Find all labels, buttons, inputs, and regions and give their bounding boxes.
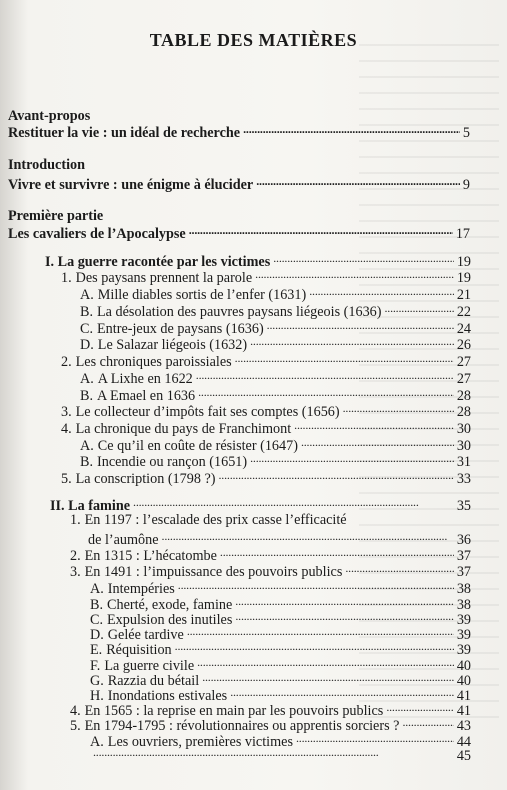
toc-page-number: 41: [456, 688, 471, 704]
toc-page-number: 24: [456, 321, 471, 337]
leader-dots: [230, 684, 454, 700]
toc-entry-number: A.: [80, 371, 94, 387]
toc-entry-label: Mille diables sortis de l’enfer (1631): [97, 287, 307, 303]
toc-page-number: 5: [462, 125, 470, 141]
leader-dots: [175, 638, 454, 654]
leader-dots: [196, 367, 454, 383]
leader-dots: [267, 317, 454, 333]
toc-entry-label: Ce qu’il en coûte de résister (1647): [97, 438, 298, 454]
toc-page-number: 40: [456, 673, 471, 689]
toc-entry: [50, 494, 471, 514]
toc-entry-label: Le collecteur d’impôts fait ses comptes (1656): [75, 404, 340, 420]
toc-entry-label: II. La famine: [50, 498, 131, 514]
toc-page-number: 36: [456, 532, 471, 548]
toc-entry-avant-propos: [8, 121, 470, 141]
leader-dots: [402, 714, 453, 730]
leader-dots: [198, 384, 454, 400]
toc-entry-label: Le Salazar liégeois (1632): [97, 337, 248, 353]
toc-entry-number: 1.: [61, 270, 72, 286]
toc-page-number: 17: [455, 226, 470, 242]
toc-page-number: 44: [456, 734, 471, 750]
toc-page-number: 43: [456, 718, 471, 734]
leader-dots: [250, 450, 454, 466]
toc-page-number: 19: [456, 254, 471, 270]
toc-entry-premiere-partie: [8, 222, 470, 242]
leader-dots: [343, 400, 454, 416]
leader-dots: [187, 623, 454, 639]
toc-entry-number: 5.: [70, 718, 81, 734]
leader-dots: [189, 222, 453, 238]
toc-entry-number: B.: [80, 304, 94, 320]
section-heading-introduction: Introduction: [8, 157, 85, 173]
toc-page-number: 39: [456, 612, 471, 628]
toc-entry-label: En 1491 : l’impuissance des pouvoirs publics: [84, 564, 343, 580]
toc-page-number: 39: [456, 642, 471, 658]
toc-entry-label: A Emael en 1636: [97, 388, 196, 404]
toc-entry: [61, 467, 471, 487]
section-heading-premiere-partie: Première partie: [8, 208, 104, 224]
toc-page-number: 27: [456, 354, 471, 370]
toc-entry-label: La désolation des pauvres paysans liégeois (1636): [97, 304, 382, 320]
leader-dots: [309, 283, 454, 299]
toc-entry-number: A.: [90, 581, 104, 597]
toc-entry-number: G.: [90, 673, 104, 689]
leader-dots: [93, 744, 454, 760]
toc-entry-label: Vivre et survivre : une énigme à élucider: [8, 177, 254, 193]
toc-entry-label: En 1197 : l’escalade des prix casse l’efficacité: [84, 512, 347, 528]
toc-page-number: 26: [456, 337, 471, 353]
toc-page-number: 28: [456, 388, 471, 404]
toc-page-number: 30: [456, 438, 471, 454]
toc-page-number: 19: [456, 270, 471, 286]
leader-dots: [202, 669, 454, 685]
leader-dots: [219, 467, 454, 483]
toc-page-number: 41: [456, 703, 471, 719]
leader-dots: [250, 333, 454, 349]
toc-entry-number: D.: [80, 337, 94, 353]
toc-page-number: 27: [456, 371, 471, 387]
leader-dots: [386, 699, 454, 715]
leader-dots: [243, 121, 460, 137]
toc-entry-number: A.: [80, 438, 94, 454]
toc-entry-label: Entre-jeux de paysans (1636): [97, 321, 264, 337]
toc-entry-label: Cherté, exode, famine: [107, 597, 233, 613]
toc-entry-label: Incendie ou rançon (1651): [97, 454, 248, 470]
toc-entry-number: 3.: [70, 564, 81, 580]
toc-page-number: 38: [456, 597, 471, 613]
toc-entry-label: A Lixhe en 1622: [97, 371, 193, 387]
toc-entry-label: Les chroniques paroissiales: [75, 354, 232, 370]
toc-page-number: 31: [456, 454, 471, 470]
leader-dots: [235, 593, 454, 609]
toc-entry-number: 2.: [70, 548, 81, 564]
toc-entry-label: Razzia du bétail: [107, 673, 200, 689]
leader-dots: [235, 350, 454, 366]
toc-entry-label: de l’aumône: [88, 532, 159, 548]
toc-page-number: 28: [456, 404, 471, 420]
toc-page-number: 37: [456, 548, 471, 564]
toc-page-number: 35: [456, 498, 471, 514]
toc-entry-label: Inondations estivales: [107, 688, 228, 704]
toc-entry-label: Les cavaliers de l’Apocalypse: [8, 226, 186, 242]
leader-dots: [301, 434, 454, 450]
leader-dots: [273, 250, 454, 266]
toc-page-number: 9: [462, 177, 470, 193]
leader-dots: [220, 544, 454, 560]
leader-dots: [197, 654, 454, 670]
toc-entry-label: En 1794-1795 : révolutionnaires ou apprentis sorciers ?: [84, 718, 400, 734]
section-heading-avant-propos: Avant-propos: [8, 108, 91, 124]
leader-dots: [345, 560, 453, 576]
toc-entry-number: C.: [90, 612, 104, 628]
toc-entry-label: La chronique du pays de Franchimont: [75, 421, 292, 437]
toc-entry-number: 3.: [61, 404, 72, 420]
toc-entry-number: 2.: [61, 354, 72, 370]
toc-entry-label: La conscription (1798 ?): [75, 471, 216, 487]
toc-page-number: 30: [456, 421, 471, 437]
leader-dots: [384, 300, 453, 316]
toc-page-number: 22: [456, 304, 471, 320]
toc-entry-label: Réquisition: [106, 642, 172, 658]
toc-entry-number: F.: [90, 658, 101, 674]
toc-entry-label: En 1565 : la reprise en main par les pouvoirs publics: [84, 703, 384, 719]
toc-entry-number: H.: [90, 688, 104, 704]
page-title: TABLE DES MATIÈRES: [149, 30, 358, 50]
toc-entry-number: B.: [80, 454, 94, 470]
toc-entry-number: 1.: [70, 512, 81, 528]
toc-entry-number: 4.: [70, 703, 81, 719]
toc-entry: [90, 744, 471, 764]
toc-page-number: 45: [456, 748, 471, 764]
leader-dots: [235, 608, 453, 624]
toc-entry-number: E.: [90, 642, 103, 658]
toc-page-number: 39: [456, 627, 471, 643]
toc-page-number: 38: [456, 581, 471, 597]
toc-entry-number: C.: [80, 321, 94, 337]
toc-entry-number: A.: [90, 734, 104, 750]
toc-entry-introduction: [8, 173, 470, 193]
toc-page-number: 37: [456, 564, 471, 580]
toc-entry-label: Restituer la vie : un idéal de recherche: [8, 125, 241, 141]
toc-entry-label: Les ouvriers, premières victimes: [107, 734, 293, 750]
leader-dots: [256, 173, 460, 189]
toc-entry: [70, 512, 471, 528]
toc-entry-label: Des paysans prennent la parole: [75, 270, 253, 286]
toc-entry-label: Expulsion des inutiles: [107, 612, 233, 628]
toc-entry-number: D.: [90, 627, 104, 643]
toc-entry-number: A.: [80, 287, 94, 303]
leader-dots: [255, 266, 454, 282]
toc-page-number: 40: [456, 658, 471, 674]
toc-entry-label: La guerre civile: [104, 658, 195, 674]
toc-entry-label: En 1315 : L’hécatombe: [84, 548, 217, 564]
toc-entry-label: Gelée tardive: [107, 627, 184, 643]
toc-entry-number: 4.: [61, 421, 72, 437]
toc-entry-label: I. La guerre racontée par les victimes: [45, 254, 271, 270]
toc-entry-label: Intempéries: [107, 581, 175, 597]
toc-entry-number: 5.: [61, 471, 72, 487]
leader-dots: [178, 577, 454, 593]
toc-page-number: 33: [456, 471, 471, 487]
toc-entry-number: B.: [90, 597, 104, 613]
leader-dots: [133, 494, 454, 510]
toc-page-number: 21: [456, 287, 471, 303]
toc-entry-number: B.: [80, 388, 94, 404]
leader-dots: [294, 417, 454, 433]
leader-dots: [162, 528, 454, 544]
